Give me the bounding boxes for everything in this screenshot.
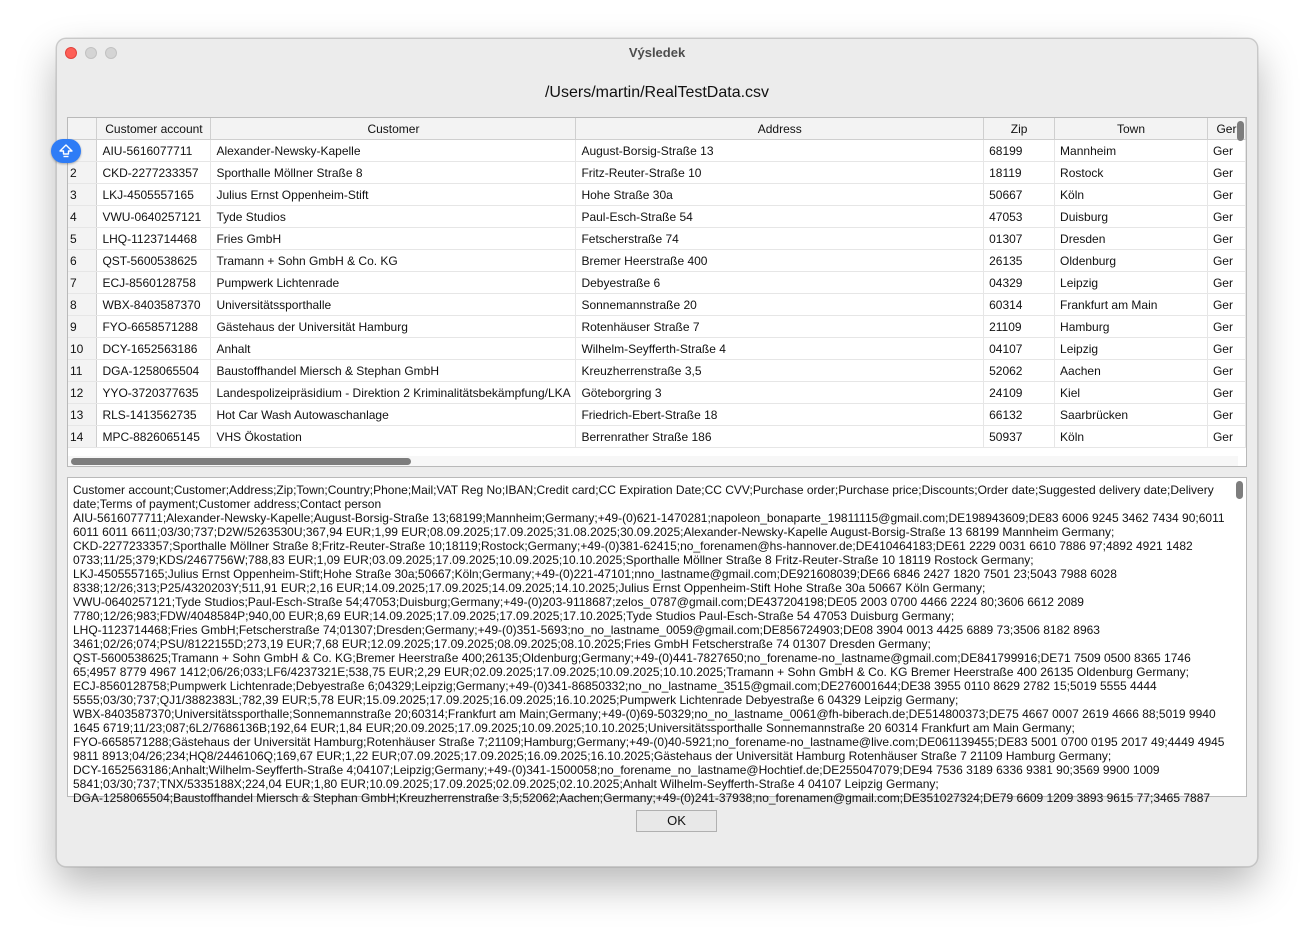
table-row[interactable] xyxy=(68,272,1246,294)
country-cell[interactable]: Ger xyxy=(1207,206,1245,228)
customer-cell[interactable]: Hot Car Wash Autowaschanlage xyxy=(211,404,576,426)
customer-account-cell[interactable]: LHQ-1123714468 xyxy=(97,228,211,250)
table-row[interactable] xyxy=(68,426,1246,448)
address-cell[interactable]: Fritz-Reuter-Straße 10 xyxy=(576,162,984,184)
town-cell[interactable]: Oldenburg xyxy=(1055,250,1208,272)
town-cell[interactable]: Aachen xyxy=(1055,360,1208,382)
customer-cell[interactable]: Universitätssporthalle xyxy=(211,294,576,316)
customer-cell[interactable]: Baustoffhandel Miersch & Stephan GmbH xyxy=(211,360,576,382)
zip-cell[interactable]: 66132 xyxy=(984,404,1055,426)
town-cell[interactable]: Kiel xyxy=(1055,382,1208,404)
country-cell[interactable]: Ger xyxy=(1207,162,1245,184)
ok-button[interactable]: OK xyxy=(636,810,717,832)
table-row[interactable] xyxy=(68,206,1246,228)
town-cell[interactable]: Mannheim xyxy=(1055,140,1208,162)
column-header-customer[interactable]: Customer xyxy=(211,118,576,140)
address-cell[interactable]: Fetscherstraße 74 xyxy=(576,228,984,250)
zip-cell[interactable]: 26135 xyxy=(984,250,1055,272)
table-row[interactable] xyxy=(68,228,1246,250)
arrow-up-icon xyxy=(59,144,73,158)
country-cell[interactable]: Ger xyxy=(1207,426,1245,448)
town-cell[interactable]: Duisburg xyxy=(1055,206,1208,228)
raw-text-panel[interactable] xyxy=(67,477,1247,805)
customer-account-cell[interactable]: QST-5600538625 xyxy=(97,250,211,272)
table-row[interactable] xyxy=(68,184,1246,206)
zip-cell[interactable]: 18119 xyxy=(984,162,1055,184)
row-number[interactable]: 7 xyxy=(68,272,97,294)
zip-cell[interactable]: 04329 xyxy=(984,272,1055,294)
address-cell[interactable]: Hohe Straße 30a xyxy=(576,184,984,206)
address-cell[interactable]: Friedrich-Ebert-Straße 18 xyxy=(576,404,984,426)
row-jump-button[interactable] xyxy=(51,139,81,163)
customer-account-cell[interactable]: AIU-5616077711 xyxy=(97,140,211,162)
address-cell[interactable]: August-Borsig-Straße 13 xyxy=(576,140,984,162)
table-horizontal-scrollbar[interactable] xyxy=(71,458,411,465)
row-number[interactable]: 6 xyxy=(68,250,97,272)
row-number[interactable]: 14 xyxy=(68,426,97,448)
column-header-customer-account[interactable]: Customer account xyxy=(97,118,211,140)
zip-cell[interactable]: 52062 xyxy=(984,360,1055,382)
customer-cell[interactable]: Tyde Studios xyxy=(211,206,576,228)
customer-account-cell[interactable]: YYO-3720377635 xyxy=(97,382,211,404)
table-row[interactable] xyxy=(68,250,1246,272)
table-row[interactable] xyxy=(68,140,1246,162)
town-cell[interactable]: Rostock xyxy=(1055,162,1208,184)
country-cell[interactable]: Ger xyxy=(1207,184,1245,206)
town-cell[interactable]: Saarbrücken xyxy=(1055,404,1208,426)
customer-account-cell[interactable]: DGA-1258065504 xyxy=(97,360,211,382)
customer-cell[interactable]: Alexander-Newsky-Kapelle xyxy=(211,140,576,162)
address-cell[interactable]: Debyestraße 6 xyxy=(576,272,984,294)
country-cell[interactable]: Ger xyxy=(1207,228,1245,250)
table-vertical-scrollbar[interactable] xyxy=(1237,121,1244,141)
address-cell[interactable]: Berrenrather Straße 186 xyxy=(576,426,984,448)
table-header-row xyxy=(68,118,1246,140)
country-cell[interactable]: Ger xyxy=(1207,338,1245,360)
town-cell[interactable]: Dresden xyxy=(1055,228,1208,250)
customer-account-cell[interactable]: CKD-2277233357 xyxy=(97,162,211,184)
table-row[interactable] xyxy=(68,404,1246,426)
column-header-country[interactable]: Ger xyxy=(1207,118,1245,140)
customer-account-cell[interactable]: MPC-8826065145 xyxy=(97,426,211,448)
table-horizontal-scroll-track xyxy=(68,456,1238,466)
country-cell[interactable]: Ger xyxy=(1207,382,1245,404)
customer-cell[interactable]: Sporthalle Möllner Straße 8 xyxy=(211,162,576,184)
row-number[interactable]: 10 xyxy=(68,338,97,360)
row-number[interactable]: 2 xyxy=(68,162,97,184)
country-cell[interactable]: Ger xyxy=(1207,140,1245,162)
customer-cell[interactable]: Julius Ernst Oppenheim-Stift xyxy=(211,184,576,206)
country-cell[interactable]: Ger xyxy=(1207,404,1245,426)
customer-cell[interactable]: Fries GmbH xyxy=(211,228,576,250)
address-cell[interactable]: Wilhelm-Seyfferth-Straße 4 xyxy=(576,338,984,360)
data-table xyxy=(68,118,1246,448)
country-cell[interactable]: Ger xyxy=(1207,250,1245,272)
zip-cell[interactable]: 47053 xyxy=(984,206,1055,228)
customer-cell[interactable]: Pumpwerk Lichtenrade xyxy=(211,272,576,294)
town-cell[interactable]: Köln xyxy=(1055,184,1208,206)
customer-account-cell[interactable]: FYO-6658571288 xyxy=(97,316,211,338)
customer-cell[interactable]: Tramann + Sohn GmbH & Co. KG xyxy=(211,250,576,272)
town-cell[interactable]: Leipzig xyxy=(1055,338,1208,360)
customer-account-cell[interactable]: DCY-1652563186 xyxy=(97,338,211,360)
table-row[interactable] xyxy=(68,162,1246,184)
row-number[interactable]: 5 xyxy=(68,228,97,250)
zip-cell[interactable]: 24109 xyxy=(984,382,1055,404)
column-header-address[interactable]: Address xyxy=(576,118,984,140)
row-number[interactable]: 11 xyxy=(68,360,97,382)
address-cell[interactable]: Sonnemannstraße 20 xyxy=(576,294,984,316)
town-cell[interactable]: Leipzig xyxy=(1055,272,1208,294)
customer-cell[interactable]: Gästehaus der Universität Hamburg xyxy=(211,316,576,338)
row-number[interactable]: 8 xyxy=(68,294,97,316)
zip-cell[interactable]: 50937 xyxy=(984,426,1055,448)
customer-cell[interactable]: Anhalt xyxy=(211,338,576,360)
zip-cell[interactable]: 60314 xyxy=(984,294,1055,316)
table-row[interactable] xyxy=(68,382,1246,404)
zip-cell[interactable]: 04107 xyxy=(984,338,1055,360)
customer-cell[interactable]: VHS Ökostation xyxy=(211,426,576,448)
row-number[interactable]: 13 xyxy=(68,404,97,426)
address-cell[interactable]: Kreuzherrenstraße 3,5 xyxy=(576,360,984,382)
town-cell[interactable]: Köln xyxy=(1055,426,1208,448)
row-number[interactable]: 12 xyxy=(68,382,97,404)
row-number[interactable]: 4 xyxy=(68,206,97,228)
table-row[interactable] xyxy=(68,360,1246,382)
country-cell[interactable]: Ger xyxy=(1207,272,1245,294)
table-row[interactable] xyxy=(68,294,1246,316)
customer-cell[interactable]: Landespolizeipräsidium - Direktion 2 Kriminalitätsbekämpfung/LKA xyxy=(211,382,576,404)
zip-cell[interactable]: 01307 xyxy=(984,228,1055,250)
country-cell[interactable]: Ger xyxy=(1207,316,1245,338)
customer-account-cell[interactable]: LKJ-4505557165 xyxy=(97,184,211,206)
country-cell[interactable]: Ger xyxy=(1207,294,1245,316)
customer-account-cell[interactable]: ECJ-8560128758 xyxy=(97,272,211,294)
table-row[interactable] xyxy=(68,338,1246,360)
country-cell[interactable]: Ger xyxy=(1207,360,1245,382)
customer-account-cell[interactable]: RLS-1413562735 xyxy=(97,404,211,426)
column-header-row-number xyxy=(68,118,97,140)
customer-account-cell[interactable]: WBX-8403587370 xyxy=(97,294,211,316)
row-number[interactable]: 9 xyxy=(68,316,97,338)
title-bar xyxy=(57,39,1257,67)
data-table-panel[interactable] xyxy=(67,117,1247,467)
file-path-label: /Users/martin/RealTestData.csv xyxy=(544,84,770,101)
customer-account-cell[interactable]: VWU-0640257121 xyxy=(97,206,211,228)
row-number[interactable]: 3 xyxy=(68,184,97,206)
result-dialog xyxy=(56,38,1258,867)
address-cell[interactable]: Rotenhäuser Straße 7 xyxy=(576,316,984,338)
raw-csv-text[interactable]: Customer account;Customer;Address;Zip;Town;Country;Phone;Mail;VAT Reg No;IBAN;Credit card;CC Expiration Date;CC CVV;Purchase order;Purchase price;Discounts;Order date;Suggested delivery date;Delivery date;Terms of payment;Customer address;Contact person AIU-5616077711;Alexander-Newsky-Kapelle;August-Borsig-Straße 13;68199;Mannheim;Germany;+49-(0)621-1470281;napoleon_bonaparte_19811115@gmail.com;DE198943609;DE83 6006 9245 3462 7434 90;6011 6011 6011 6611;03/30;737;D2W/5263530U;367,94 EUR;1,99 EUR;08.09.2025;17.09.2025;31.08.2025;30.09.2025;Alexander-Newsky-Kapelle August-Borsig-Straße 13 68199 Mannheim Germany; CKD-2277233357;Sporthalle Möllner Straße 8;Fritz-Reuter-Straße 10;18119;Rostock;Germany;+49-(0)381-62415;no_forenamen@hs-hannover.de;DE410464183;DE61 2229 0031 6610 7886 97;4892 4921 1482 0733;11/25;379;KDS/2467756W;788,83 EUR;1,09 EUR;03.09.2025;17.09.2025;10.09.2025;10.10.2025;Sporthalle Möllner Straße 8 Fritz-Reuter-Straße 10 18119 Rostock Germany; LKJ-4505557165;Julius Ernst Oppenheim-Stift;Hohe Straße 30a;50667;Köln;Germany;+49-(0)221-47101;nno_lastname@gmail.com;DE921608039;DE66 6846 2427 1820 7501 23;5043 7988 6028 8338;12/26;313;P25/4320203Y;511,91 EUR;2,16 EUR;14.09.2025;17.09.2025;14.09.2025;14.10.2025;Julius Ernst Oppenheim-Stift Hohe Straße 30a 50667 Köln Germany; VWU-0640257121;Tyde Studios;Paul-Esch-Straße 54;47053;Duisburg;Germany;+49-(0)203-9118687;zelos_0787@gmail.com;DE437204198;DE05 2003 0700 4466 2224 80;3606 6612 2089 7780;12/26;983;FDW/4048584P;940,00 EUR;8,69 EUR;14.09.2025;17.09.2025;17.09.2025;17.10.2025;Tyde Studios Paul-Esch-Straße 54 47053 Duisburg Germany; LHQ-1123714468;Fries GmbH;Fetscherstraße 74;01307;Dresden;Germany;+49-(0)351-5693;no_no_lastname_0059@gmail.com;DE856724903;DE08 3904 0013 4425 6889 73;3506 8182 8963 3461;02/26;074;PSU/8122155D;273,19 EUR;7,68 EUR;12.09.2025;17.09.2025;08.09.2025;08.10.2025;Fries GmbH Fetscherstraße 74 01307 Dresden Germany; QST-5600538625;Tramann + Sohn GmbH & Co. KG;Bremer Heerstraße 400;26135;Oldenburg;Germany;+49-(0)441-7827650;no_forename-no_lastname@gmail.com;DE841799916;DE71 7509 0500 8365 1746 65;4957 8779 4967 1412;06/26;033;LF6/4237321E;538,75 EUR;2,29 EUR;02.09.2025;17.09.2025;10.09.2025;10.10.2025;Tramann + Sohn GmbH & Co. KG Bremer Heerstraße 400 26135 Oldenburg Germany; ECJ-8560128758;Pumpwerk Lichtenrade;Debyestraße 6;04329;Leipzig;Germany;+49-(0)341-86850332;no_no_lastname_3515@gmail.com;DE276001644;DE38 3955 0110 8629 2782 15;5019 5555 4444 5555;03/30;737;QJ1/3882383L;782,39 EUR;5,78 EUR;15.09.2025;17.09.2025;16.09.2025;16.10.2025;Pumpwerk Lichtenrade Debyestraße 6 04329 Leipzig Germany; WBX-8403587370;Universitätssporthalle;Sonnemannstraße 20;60314;Frankfurt am Main;Germany;+49-(0)69-50329;no_no_lastname_0061@fh-biberach.de;DE514800373;DE75 4667 0007 2619 4666 88;5019 9940 1645 6719;11/23;087;6L2/7686136B;192,64 EUR;1,84 EUR;20.09.2025;17.09.2025;10.09.2025;10.10.2025;Universitätssporthalle Sonnemannstraße 20 60314 Frankfurt am Main Germany; FYO-6658571288;Gästehaus der Universität Hamburg;Rotenhäuser Straße 7;21109;Hamburg;Germany;+49-(0)40-5921;no_forename-no_lastname@live.com;DE061139455;DE83 5001 0700 0195 2017 49;4449 4945 9811 8913;04/26;234;HQ8/2446106Q;169,67 EUR;1,22 EUR;07.09.2025;17.09.2025;16.09.2025;16.10.2025;Gästehaus der Universität Hamburg Rotenhäuser Straße 7 21109 Hamburg Germany; DCY-1652563186;Anhalt;Wilhelm-Seyfferth-Straße 4;04107;Leipzig;Germany;+49-(0)341-1500058;no_forename_no_lastname@Hochtief.de;DE255047079;DE94 7536 3189 6336 9381 90;3569 9900 1009 5841;03/30;737;TNX/5335188X;224,04 EUR;1,80 EUR;10.09.2025;17.09.2025;02.09.2025;02.10.2025;Anhalt Wilhelm-Seyfferth-Straße 4 04107 Leipzig Germany; DGA-1258065504;Baustoffhandel Miersch & Stephan GmbH;Kreuzherrenstraße 3,5;52062;Aachen;Germany;+49-(0)241-37938;no_forenamen@gmail.com;DE351027324;DE79 6609 1209 3893 9615 77;3465 7887 xyxy=(73,483,1225,805)
column-header-town[interactable]: Town xyxy=(1055,118,1208,140)
table-row[interactable] xyxy=(68,316,1246,338)
address-cell[interactable]: Bremer Heerstraße 400 xyxy=(576,250,984,272)
address-cell[interactable]: Göteborgring 3 xyxy=(576,382,984,404)
zip-cell[interactable]: 21109 xyxy=(984,316,1055,338)
town-cell[interactable]: Frankfurt am Main xyxy=(1055,294,1208,316)
zip-cell[interactable]: 68199 xyxy=(984,140,1055,162)
address-cell[interactable]: Paul-Esch-Straße 54 xyxy=(576,206,984,228)
zip-cell[interactable]: 50667 xyxy=(984,184,1055,206)
town-cell[interactable]: Hamburg xyxy=(1055,316,1208,338)
window-title: Výsledek xyxy=(628,45,686,60)
column-header-zip[interactable]: Zip xyxy=(984,118,1055,140)
text-vertical-scrollbar[interactable] xyxy=(1236,481,1243,499)
